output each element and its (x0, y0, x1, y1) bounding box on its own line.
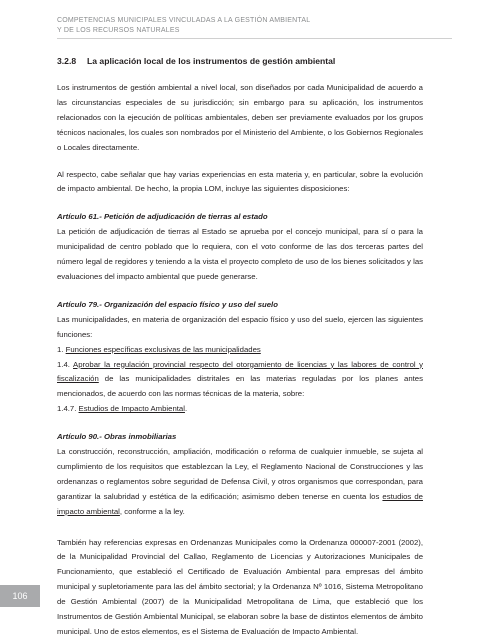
article-90-text-before: La construcción, reconstrucción, ampliación, modificación o reforma de cualquier inmueble, se sujeta al cumplimiento de los requisitos que establezcan la Ley, el Reglamento Nacional de Construcciones y las ordenanzas o reglamentos sobre seguridad de Defensa Civil, y otros organismos que correspondan, para garantizar la salubridad y estética de la edificación; asimismo deben tenerse en cuenta los (57, 447, 423, 501)
header-divider (57, 38, 452, 39)
article-61-text: La petición de adjudicación de tierras al Estado se aprueba por el concejo municipal, para sí o para la municipalidad de centro poblado que lo requiera, con el voto conforme de las dos terceras partes del número legal de regidores y teniendo a la vista el proyecto completo de uso de los bienes solicitados y las evaluaciones del impacto ambiental que puede generarse. (57, 227, 423, 281)
page-number: 106 (0, 585, 40, 607)
item-1-4-prefix: 1.4. (57, 359, 74, 369)
item-1-4-link: Aprobar la regulación provincial respecto del otorgamiento de licencias y las labores de control y fiscalización (57, 359, 423, 384)
article-90-link: estudios de impacto ambiental (57, 491, 423, 516)
section-number: 3.2.8 (57, 56, 77, 66)
article-79-intro: Las municipalidades, en materia de organización del espacio físico y uso del suelo, ejercen las siguientes funciones: (57, 314, 423, 339)
header-line-1: COMPETENCIAS MUNICIPALES VINCULADAS A LA GESTIÓN AMBIENTAL (57, 17, 311, 24)
article-79-heading: Artículo 79.- Organización del espacio físico y uso del suelo (57, 299, 278, 309)
article-79-item-1-4 (57, 358, 423, 403)
article-61-heading: Artículo 61.- Petición de adjudicación de tierras al estado (57, 212, 268, 222)
header-line-2: Y DE LOS RECURSOS NATURALES (57, 26, 180, 34)
item-1-4-7-link: Estudios de Impacto Ambiental (78, 404, 185, 414)
paragraph-ordinances: También hay referencias expresas en Ordenanzas Municipales como la Ordenanza 000007-2001 (2002), de la Municipalidad Provincial del Callao, Reglamento de Licencias y Autorizaciones Municipales de Funcionamiento, que estableció el Certificado de Evaluación Ambiental para empresas del ámbito municipal y supletoriamente para las del ámbito sectorial; y la Ordenanza Nº 1016, Sistema Metropolitano de Gestión Ambiental (2007) de la Municipalidad Metropolitana de Lima, que estableció que los Instrumentos de Gestión Ambiental Municipal, se elaboran sobre la base de distintos elementos de ámbito municipal. Uno de estos elementos, es el Sistema de Evaluación de Impacto Ambiental. (57, 537, 423, 636)
item-1-4-7-prefix: 1.4.7. (57, 404, 79, 414)
body-text (57, 81, 423, 640)
section-title: La aplicación local de los instrumentos de gestión ambiental (87, 56, 336, 66)
item-1-4-rest: de las municipalidades distritales en las materias reguladas por los planes antes mencionados, de acuerdo con las normas técnicas de la materia, sobre: (57, 374, 423, 399)
item-1-4-7-end: . (184, 404, 188, 414)
paragraph-lom: Al respecto, cabe señalar que hay varias experiencias en esta materia y, en particular, sobre la evolución de impacto ambiental. De hecho, la propia LOM, incluye las siguientes disposiciones: (57, 169, 423, 194)
item-1-link: Funciones específicas exclusivas de las municipalidades (65, 344, 261, 354)
section-heading (57, 55, 452, 67)
paragraph-intro: Los instrumentos de gestión ambiental a nivel local, son diseñados por cada Municipalidad de acuerdo a las circunstancias especiales de su jurisdicción; sin embargo para su aplicación, los instrumentos relacionados con la ejecución de políticas ambientales, deben ser previamente evaluados por los grupos técnicos nacionales, los cuales son nombrados por el Ministerio del Ambiente, o los Gobiernos Regionales o Locales directamente. (57, 83, 423, 152)
running-header (57, 16, 437, 35)
article-90-text (57, 445, 423, 520)
item-1-prefix: 1. (57, 344, 66, 354)
article-79-item-1 (57, 343, 423, 358)
article-79-item-1-4-7 (57, 402, 423, 417)
article-90-heading: Artículo 90.- Obras inmobiliarias (57, 432, 177, 442)
article-90-text-after: , conforme a la ley. (119, 506, 185, 516)
